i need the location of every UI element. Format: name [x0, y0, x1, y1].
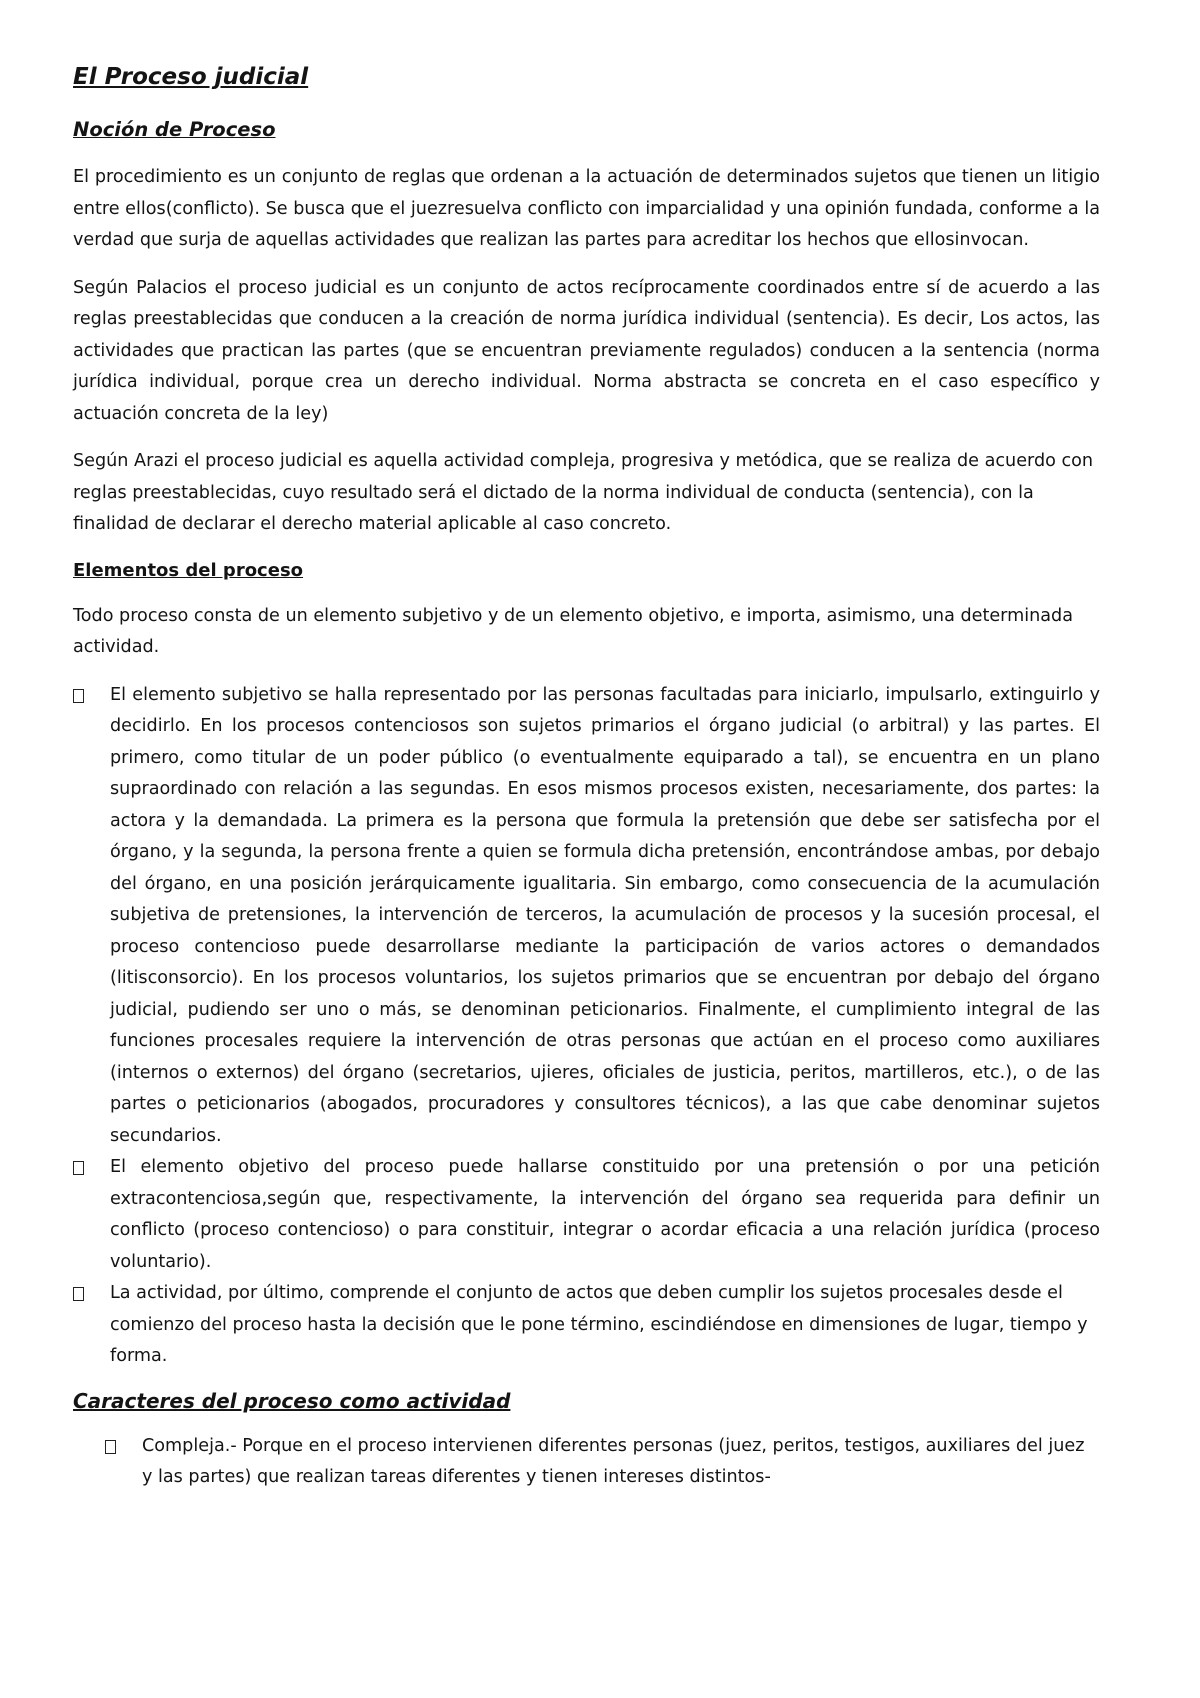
paragraph-procedimiento: El procedimiento es un conjunto de reglas que ordenan a la actuación de determinados sujetos que tienen un litigio entre ellos(conflicto). Se busca que el juezresuelva conflicto con imparcialidad y una opinión fundada, conforme a la verdad que surja de aquellas actividades que realizan las partes para acreditar los hechos que ellosinvocan.: [73, 167, 1100, 250]
list-item: [73, 1152, 1100, 1278]
paragraph-arazi: Según Arazi el proceso judicial es aquella actividad compleja, progresiva y metódica, que se realiza de acuerdo con reglas preestablecidas, cuyo resultado será el dictado de la norma individual de conducta (sentencia), con la finalidad de declarar el derecho material aplicable al caso concreto.: [73, 451, 1094, 534]
caracteres-list: [73, 1431, 1100, 1494]
checkbox-glyph-icon: [105, 1440, 116, 1454]
list-item-text: La actividad, por último, comprende el conjunto de actos que deben cumplir los sujetos procesales desde el comienzo del proceso hasta la decisión que le pone término, escindiéndose en dimensiones de lugar, tiempo y forma.: [110, 1283, 1088, 1366]
list-item-text: El elemento objetivo del proceso puede hallarse constituido por una pretensión o por una petición extracontenciosa,según que, respectivamente, la intervención del órgano sea requerida para definir un conflicto (proceso contencioso) o para constituir, integrar o acordar eficacia a una relación jurídica (proceso voluntario).: [110, 1157, 1100, 1272]
checkbox-glyph-icon: [73, 1161, 84, 1175]
paragraph-palacios: Según Palacios el proceso judicial es un conjunto de actos recíprocamente coordinados entre sí de acuerdo a las reglas preestablecidas que conducen a la creación de norma jurídica individual (sentencia). Es decir, Los actos, las actividades que practican las partes (que se encuentran previamente regulados) conducen a la sentencia (norma jurídica individual, porque crea un derecho individual. Norma abstracta se concreta en el caso específico y actuación concreta de la ley): [73, 277, 1100, 424]
list-item: [105, 1431, 1100, 1494]
checkbox-glyph-icon: [73, 1287, 84, 1301]
list-item-text: El elemento subjetivo se halla representado por las personas facultadas para iniciarlo, impulsarlo, extinguirlo y decidirlo. En los procesos contenciosos son sujetos primarios el órgano judicial (o arbitral) y las partes. El primero, como titular de un poder público (o eventualmente equiparado a tal), se encuentra en un plano supraordinado con relación a las segundas. En esos mismos procesos existen, necesariamente, dos partes: la actora y la demandada. La primera es la persona que formula la pretensión que debe ser satisfecha por el órgano, y la segunda, la persona frente a quien se formula dicha pretensión, encontrándose ambas, por debajo del órgano, en una posición jerárquicamente igualitaria. Sin embargo, como consecuencia de la acumulación subjetiva de pretensiones, la intervención de terceros, la acumulación de procesos y la sucesión procesal, el proceso contencioso puede desarrollarse mediante la participación de varios actores o demandados (litisconsorcio). En los procesos voluntarios, los sujetos primarios que se encuentran por debajo del órgano judicial, pudiendo ser uno o más, se denominan peticionarios. Finalmente, el cumplimiento integral de las funciones procesales requiere la intervención de otras personas que actúan en el proceso como auxiliares (internos o externos) del órgano (secretarios, ujieres, oficiales de justicia, peritos, martilleros, etc.), o de las partes o peticionarios (abogados, procuradores y consultores técnicos), a las que cabe denominar sujetos secundarios.: [110, 684, 1100, 1146]
list-item: [73, 1278, 1100, 1373]
checkbox-glyph-icon: [73, 689, 84, 703]
elementos-list: [73, 680, 1100, 1373]
list-item: [73, 680, 1100, 1153]
document-title: El Proceso judicial: [73, 64, 309, 90]
list-item-text: Compleja.- Porque en el proceso intervienen diferentes personas (juez, peritos, testigos, auxiliares del juez y las partes) que realizan tareas diferentes y tienen intereses distintos-: [142, 1435, 1085, 1487]
heading-nocion-de-proceso: Noción de Proceso: [73, 118, 276, 141]
heading-caracteres-del-proceso: Caracteres del proceso como actividad: [73, 1388, 511, 1413]
paragraph-elementos-intro: Todo proceso consta de un elemento subjetivo y de un elemento objetivo, e importa, asimismo, una determinada actividad.: [73, 605, 1073, 657]
heading-elementos-del-proceso: Elementos del proceso: [73, 559, 304, 581]
